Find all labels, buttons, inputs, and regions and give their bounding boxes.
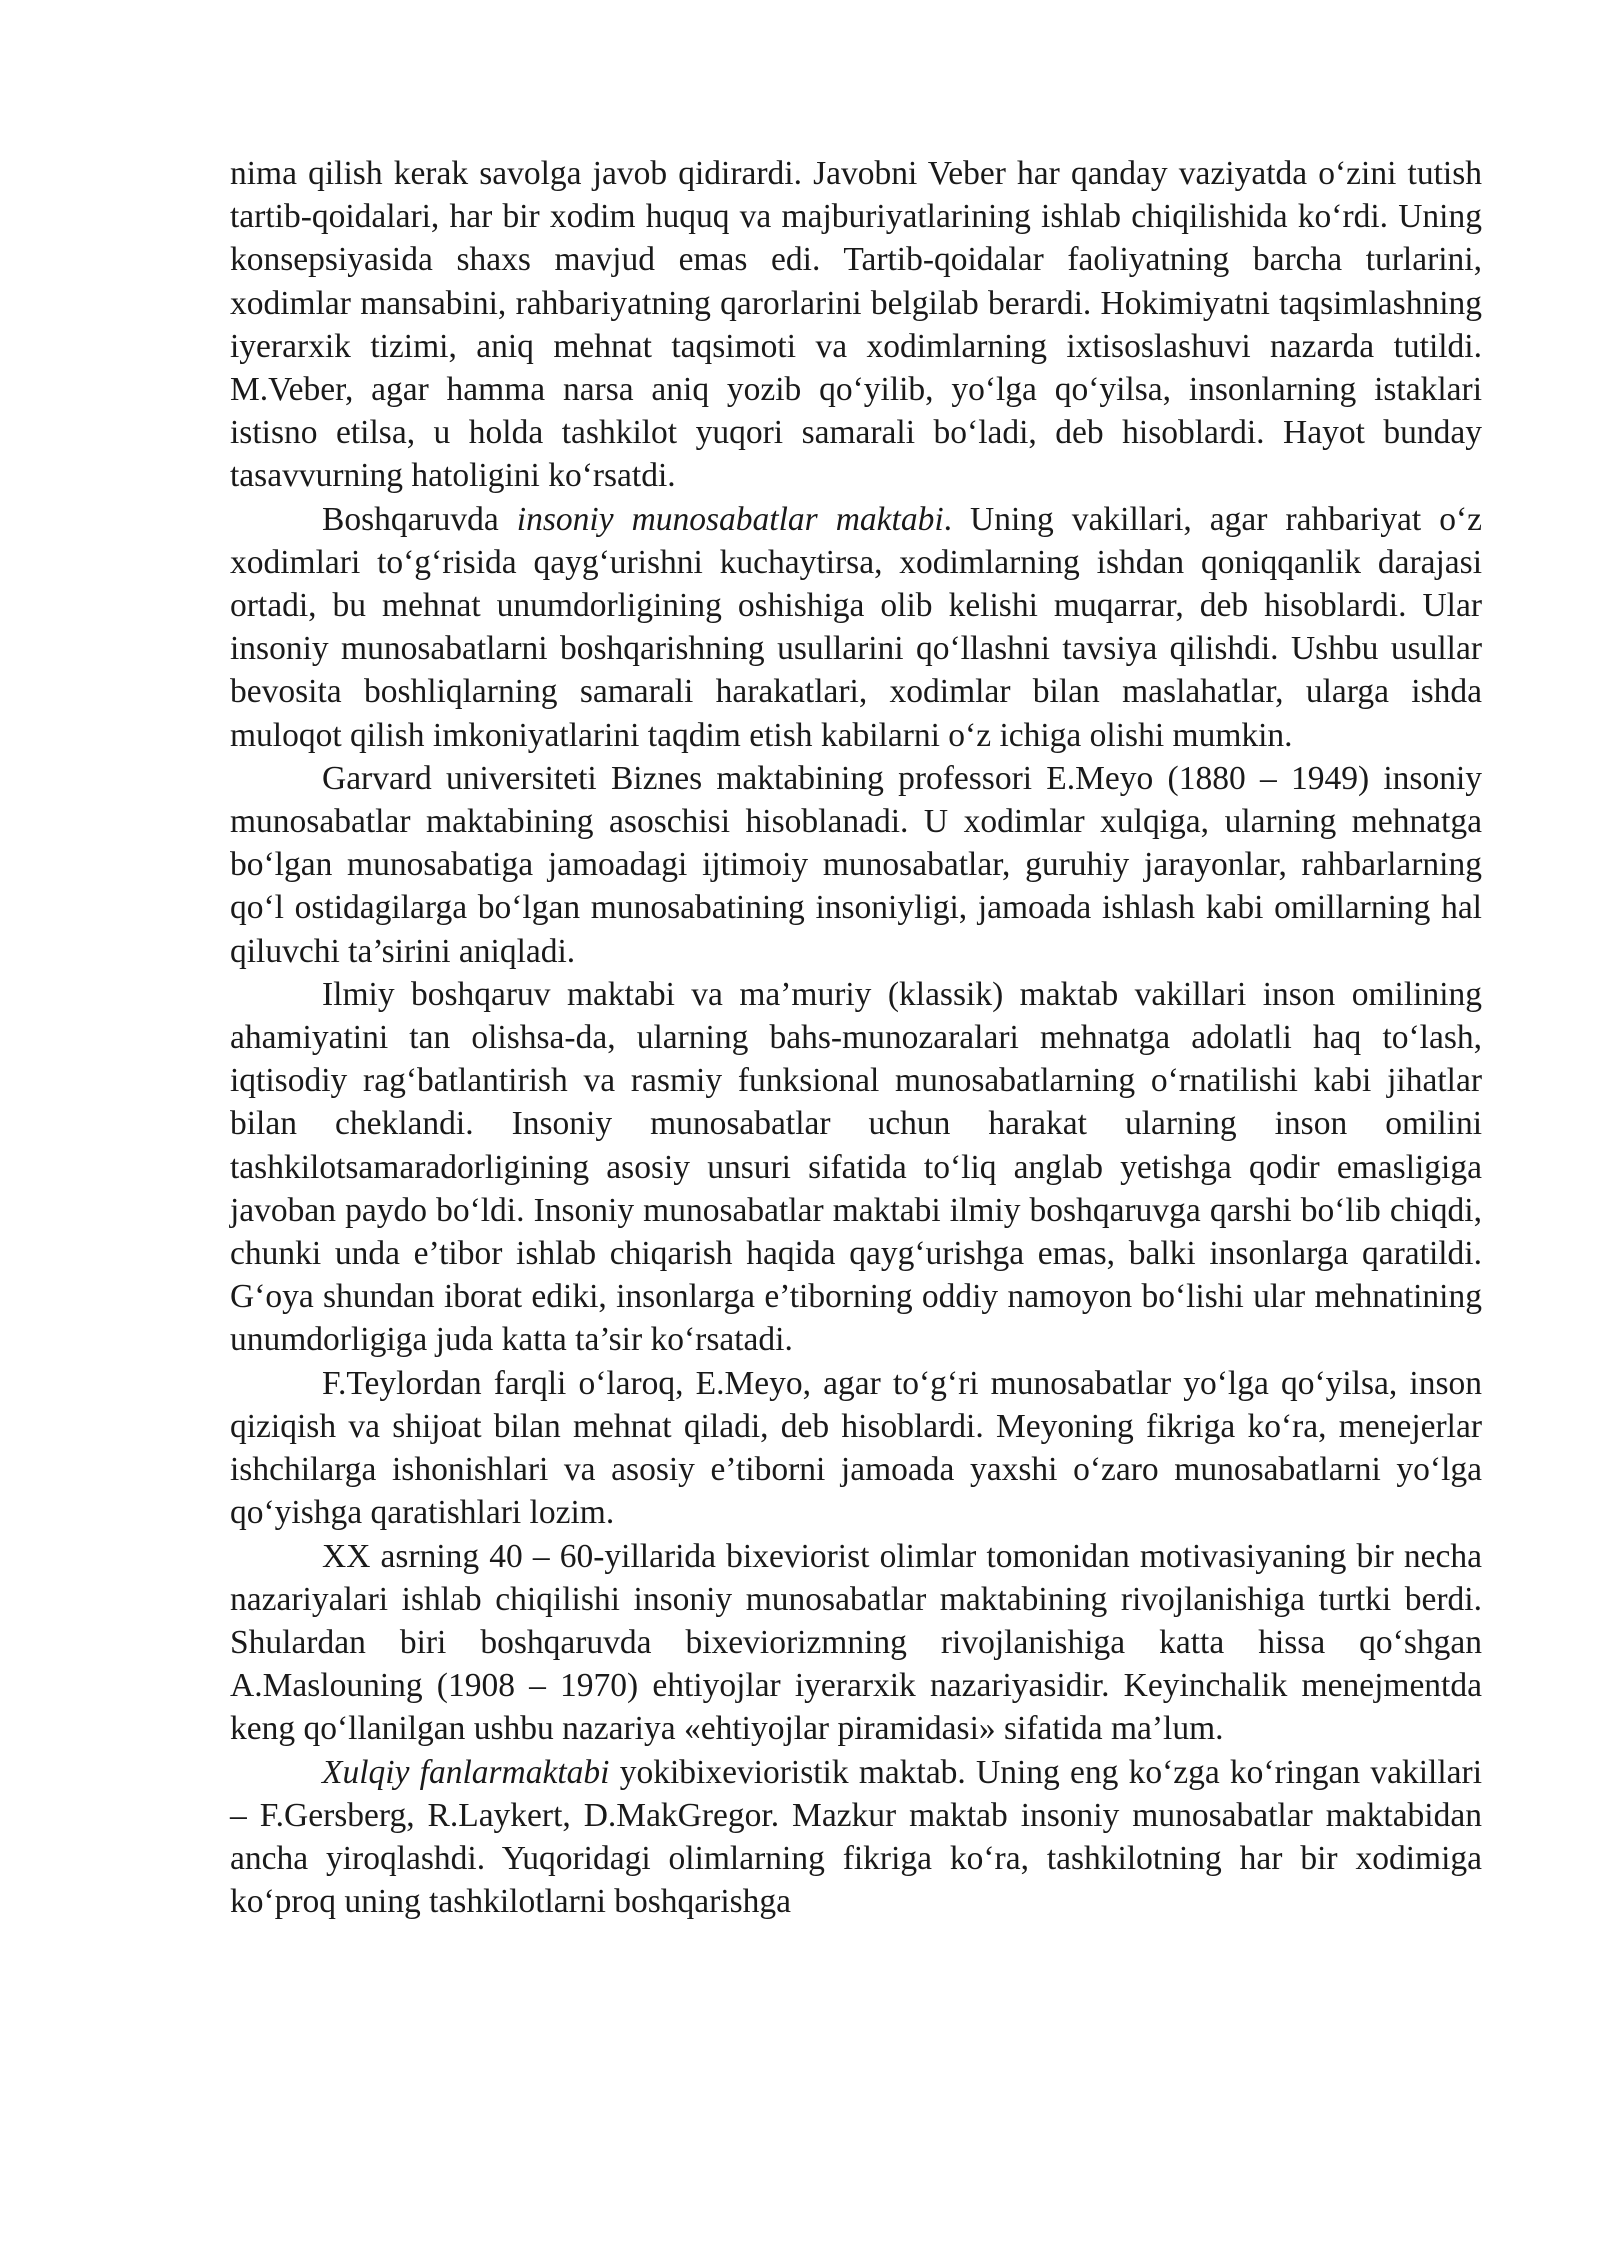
paragraph-text: F.Teylordan farqli o‘laroq, E.Meyo, agar to‘g‘ri munosabatlar yo‘lga qo‘yilsa, inson qiziqish va shijoat bilan mehnat qiladi, deb hisoblardi. Meyoning fikriga ko‘ra, menejerlar ishchilarga ishonishlari va asosiy e’tiborni jamoada yaxshi o‘zaro munosabatlarni yo‘lga qo‘yishga qaratishlari lozim.	[230, 1364, 1482, 1532]
paragraph-text: Garvard universiteti Biznes maktabining professori E.Meyo (1880 – 1949) insoniy munosabatlar maktabining asoschisi hisoblanadi. U xodimlar xulqiga, ularning mehnatga bo‘lgan munosabatiga jamoadagi ijtimoiy munosabatlar, guruhiy jarayonlar, rahbarlarning qo‘l ostidagilarga bo‘lgan munosabatining insoniyligi, jamoada ishlash kabi omillarning hal qiluvchi ta’sirini aniqladi.	[230, 759, 1482, 970]
paragraph-scientific-vs-human	[230, 973, 1482, 1362]
paragraph-text: Boshqaruvda	[322, 500, 517, 538]
paragraph-veber-bureaucracy	[230, 152, 1482, 498]
italic-term: insoniy munosabatlar maktabi	[516, 500, 944, 538]
paragraph-text: . Uning vakillari, agar rahbariyat o‘z xodimlari to‘g‘risida qayg‘urishni kuchaytirsa, xodimlarning ishdan qoniqqanlik darajasi ortadi, bu mehnat unumdorligining oshishiga olib kelishi muqarrar, deb hisoblardi. Ular insoniy munosabatlarni boshqarishning usullarini qo‘llashni tavsiya qilishdi. Ushbu usullar bevosita boshliqlarning samarali harakatlari, xodimlar bilan maslahatlar, ularga ishda muloqot qilish imkoniyatlarini taqdim etish kabilarni o‘z ichiga olishi mumkin.	[230, 500, 1483, 754]
paragraph-text: Ilmiy boshqaruv maktabi va ma’muriy (klassik) maktab vakillari inson omilining ahamiyatini tan olishsa-da, ularning bahs-munozaralari mehnatga adolatli haq to‘lash, iqtisodiy rag‘batlantirish va rasmiy funksional munosabatlarning o‘rnatilishi kabi jihatlar bilan cheklandi. Insoniy munosabatlar uchun harakat ularning inson omilini tashkilotsamaradorligining asosiy unsuri sifatida to‘liq anglab yetishga qodir emasligiga javoban paydo bo‘ldi. Insoniy munosabatlar maktabi ilmiy boshqaruvga qarshi bo‘lib chiqdi, chunki unda e’tibor ishlab chiqarish haqida qayg‘urishga emas, balki insonlarga qaratildi. G‘oya shundan iborat ediki, insonlarga e’tiborning oddiy namoyon bo‘lishi ular mehnatining unumdorligiga juda katta ta’sir ko‘rsatadi.	[230, 975, 1482, 1359]
paragraph-behaviorist-theories	[230, 1535, 1482, 1751]
paragraph-text: nima qilish kerak savolga javob qidirardi. Javobni Veber har qanday vaziyatda o‘zini tutish tartib-qoidalari, har bir xodim huquq va majburiyatlarining ishlab chiqilishida ko‘rdi. Uning konsepsiyasida shaxs mavjud emas edi. Tartib-qoidalar faoliyatning barcha turlarini, xodimlar mansabini, rahbariyatning qarorlarini belgilab berardi. Hokimiyatni taqsimlashning iyerarxik tizimi, aniq mehnat taqsimoti va xodimlarning ixtisoslashuvi nazarda tutildi. M.Veber, agar hamma narsa aniq yozib qo‘yilib, yo‘lga qo‘yilsa, insonlarning istaklari istisno etilsa, u holda tashkilot yuqori samarali bo‘ladi, deb hisoblardi. Hayot bunday tasavvurning hatoligini ko‘rsatdi.	[230, 155, 1482, 495]
paragraph-text: yokibixevioristik maktab. Uning eng ko‘zga ko‘ringan vakillari – F.Gersberg, R.Laykert, D.MakGregor. Mazkur maktab insoniy munosabatlar maktabidan ancha yiroqlashdi. Yuqoridagi olimlarning fikriga ko‘ra, tashkilotning har bir xodimiga ko‘proq uning tashkilotlarni boshqarishga	[230, 1753, 1482, 1921]
paragraph-behavioral-sciences-school	[230, 1751, 1482, 1924]
paragraph-taylor-vs-meyo	[230, 1362, 1482, 1535]
document-page	[230, 152, 1482, 1923]
paragraph-human-relations-school	[230, 498, 1482, 757]
paragraph-text: XX asrning 40 – 60-yillarida bixeviorist olimlar tomonidan motivasiyaning bir necha nazariyalari ishlab chiqilishi insoniy munosabatlar maktabining rivojlanishiga turtki berdi. Shulardan biri boshqaruvda bixeviorizmning rivojlanishiga katta hissa qo‘shgan A.Maslouning (1908 – 1970) ehtiyojlar iyerarxik nazariyasidir. Keyinchalik menejmentda keng qo‘llanilgan ushbu nazariya «ehtiyojlar piramidasi» sifatida ma’lum.	[230, 1537, 1482, 1748]
paragraph-meyo-founder	[230, 757, 1482, 973]
italic-term: Xulqiy fanlarmaktabi	[322, 1753, 610, 1791]
